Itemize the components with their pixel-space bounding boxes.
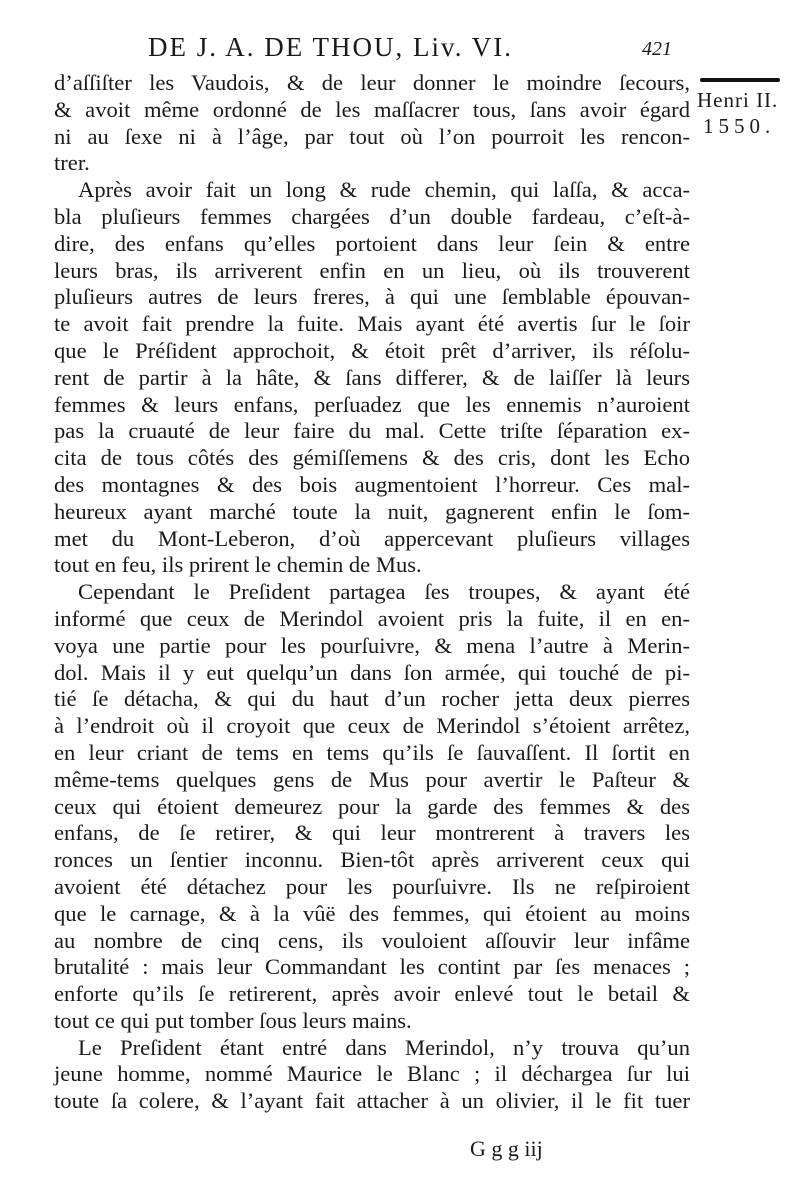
text-line: voya une partie pour les pourſuivre, & mena l’autre à Merin- bbox=[54, 632, 690, 658]
text-line: rent de partir à la hâte, & ſans differer, & de laiſſer là leurs bbox=[54, 364, 690, 390]
text-line: te avoit fait prendre la fuite. Mais ayant été avertis ſur le ſoir bbox=[54, 311, 690, 337]
margin-rule bbox=[700, 78, 780, 82]
text-line: tié ſe détacha, & qui du haut d’un rocher jetta deux pierres bbox=[54, 686, 690, 712]
text-line: en leur criant de tems en tems qu’ils ſe ſauvaſſent. Il ſortit en bbox=[54, 739, 690, 765]
text-line: avoient été détachez pour les pourſuivre. Ils ne reſpiroient bbox=[54, 873, 690, 899]
text-line: femmes & leurs enfans, perſuadez que les ennemis n’auroient bbox=[54, 391, 690, 417]
text-line: Cependant le Preſident partagea ſes troupes, & ayant été bbox=[78, 579, 690, 605]
text-line: d’aſſiſter les Vaudois, & de leur donner le moindre ſecours, bbox=[54, 70, 690, 95]
text-line: même-tems quelques gens de Mus pour avertir le Paſteur & bbox=[54, 766, 690, 792]
page-number: 421 bbox=[642, 38, 672, 60]
body-text bbox=[54, 70, 690, 1115]
text-line: ronces un ſentier inconnu. Bien-tôt après arriverent ceux qui bbox=[54, 847, 690, 873]
text-line: tout en feu, ils prirent le chemin de Mus. bbox=[54, 552, 422, 578]
text-line: brutalité : mais leur Commandant les contint par ſes menaces ; bbox=[54, 954, 690, 980]
text-line: pluſieurs autres de leurs freres, à qui une ſemblable épouvan- bbox=[54, 284, 690, 310]
text-line: toute ſa colere, & l’ayant fait attacher à un olivier, il le fit tuer bbox=[54, 1088, 690, 1114]
text-line: leurs bras, ils arriverent enfin en un lieu, où ils trouverent bbox=[54, 257, 690, 283]
text-line: & avoit même ordonné de les maſſacrer tous, ſans avoir égard bbox=[54, 96, 690, 122]
margin-note-king: Henri II. bbox=[697, 88, 779, 112]
running-title: DE J. A. DE THOU, Liv. VI. bbox=[148, 32, 513, 62]
text-line: heureux ayant marché toute la nuit, gagnerent enfin le ſom- bbox=[54, 498, 690, 524]
text-line: met du Mont-Leberon, d’où appercevant pluſieurs villages bbox=[54, 525, 690, 551]
text-line: informé que ceux de Merindol avoient pris la fuite, il en en- bbox=[54, 605, 690, 631]
text-line: que le Préſident approchoit, & étoit prêt d’arriver, ils réſolu- bbox=[54, 337, 690, 363]
text-line: pas la cruauté de leur faire du mal. Cette triſte ſéparation ex- bbox=[54, 418, 690, 444]
text-line: dol. Mais il y eut quelqu’un dans ſon armée, qui touché de pi- bbox=[54, 659, 690, 685]
text-line: que le carnage, & à la vûë des femmes, qui étoient au moins bbox=[54, 900, 690, 926]
signature-mark: G g g iij bbox=[470, 1136, 543, 1161]
text-line: Après avoir fait un long & rude chemin, qui laſſa, & acca- bbox=[78, 177, 690, 203]
text-line: des montagnes & des bois augmentoient l’horreur. Ces mal- bbox=[54, 471, 690, 497]
text-line: tout ce qui put tomber ſous leurs mains. bbox=[54, 1007, 412, 1033]
text-line: jeune homme, nommé Maurice le Blanc ; il déchargea ſur lui bbox=[54, 1061, 690, 1087]
text-line: Le Preſident étant entré dans Merindol, n’y trouva qu’un bbox=[78, 1034, 690, 1060]
text-line: dire, des enfans qu’elles portoient dans leur ſein & entre bbox=[54, 230, 690, 256]
text-line: au nombre de cinq cens, ils vouloient aſſouvir leur infâme bbox=[54, 927, 690, 953]
text-line: enforte qu’ils ſe retirerent, après avoir enlevé tout le betail & bbox=[54, 981, 690, 1007]
text-line: enfans, de ſe retirer, & qui leur montrerent à travers les bbox=[54, 820, 690, 846]
text-line: à l’endroit où il croyoit que ceux de Merindol s’étoient arrêtez, bbox=[54, 713, 690, 739]
margin-note-year: 1550. bbox=[703, 114, 776, 138]
text-line: ceux qui étoient demeurez pour la garde des femmes & des bbox=[54, 793, 690, 819]
text-line: trer. bbox=[54, 150, 90, 176]
text-line: bla pluſieurs femmes chargées d’un double fardeau, c’eſt-à- bbox=[54, 203, 690, 229]
text-line: cita de tous côtés des gémiſſemens & des cris, dont les Echo bbox=[54, 445, 690, 471]
text-line: ni au ſexe ni à l’âge, par tout où l’on pourroit les rencon- bbox=[54, 123, 690, 149]
